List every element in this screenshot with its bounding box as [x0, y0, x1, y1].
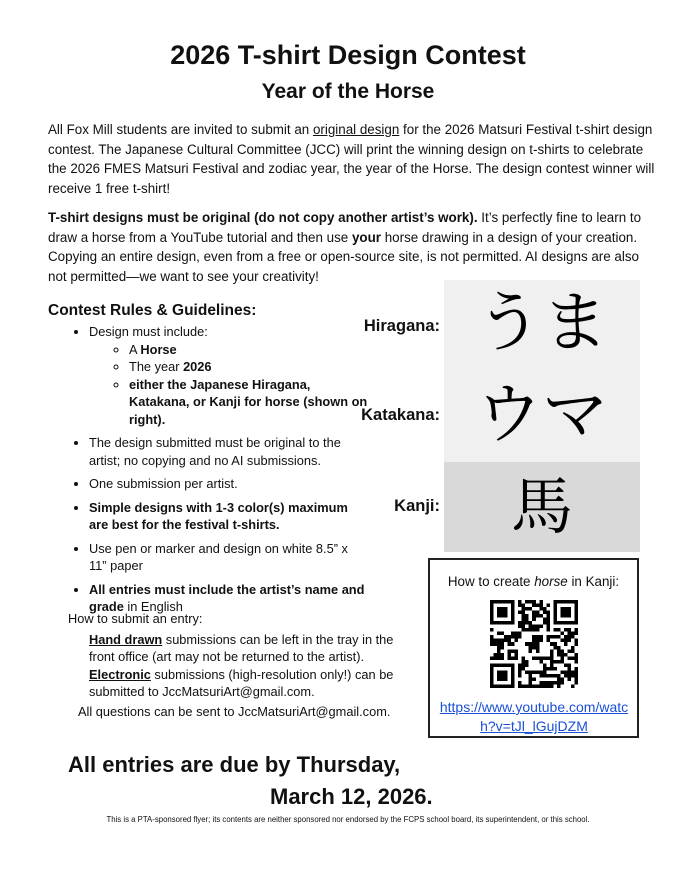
originality-bold: T-shirt designs must be original (do not copy another artist’s work).	[48, 210, 478, 225]
include-sublist	[89, 341, 368, 429]
kanji-glyph: 馬	[510, 470, 573, 543]
intro-paragraph	[48, 120, 658, 198]
sub-horse-bold: Horse	[140, 341, 177, 357]
sub-japanese-bold: either the Japanese Hiragana, Katakana, or Kanji for horse (shown on right).	[129, 376, 368, 427]
sub-year-prefix: The year	[129, 359, 184, 374]
questions-line: All questions can be sent to JccMatsuriArt@gmail.com.	[78, 704, 391, 719]
submit-elec-text: submissions (high-resolution only!) can be submitted to JccMatsuriArt@gmail.com.	[89, 666, 394, 699]
submit-heading: How to submit an entry:	[68, 611, 203, 626]
due-line-2: March 12, 2026.	[270, 784, 433, 809]
submit-hand-label: Hand drawn	[89, 631, 163, 647]
rule-simple-bold: Simple designs with 1-3 color(s) maximum are best for the festival t-shirts.	[89, 499, 348, 532]
intro-underline: original design	[312, 122, 400, 137]
originality-text-1: It’s perfectly fine to learn to draw a horse from a YouTube tutorial and then use	[48, 210, 642, 245]
page-subtitle: Year of the Horse	[261, 80, 435, 103]
originality-text-2: horse drawing in a design of your creation. Copying an entire design, even from a free or open-source site, is not permitted. AI designs are also not permitted—we want to see your creativity!	[48, 229, 639, 284]
kanji-label: Kanji:	[394, 497, 440, 515]
hiragana-label: Hiragana:	[363, 317, 440, 335]
submit-hand	[68, 631, 398, 666]
qr-caption	[430, 574, 637, 589]
disclaimer: This is a PTA-sponsored flyer; its contents are neither sponsored nor endorsed by the FCPS school board, its superintendent, or this school.	[106, 815, 590, 824]
rule-one: • One submission per artist.	[89, 475, 368, 493]
rules-heading: Contest Rules & Guidelines:	[48, 302, 257, 319]
originality-paragraph	[48, 208, 658, 286]
rule-include	[89, 323, 368, 428]
youtube-link[interactable]: https://www.youtube.com/watch?v=tJl_lGujDZM	[439, 699, 629, 734]
intro-text-1: All Fox Mill students are invited to submit an	[48, 122, 313, 137]
sub-horse-prefix: A	[129, 341, 141, 357]
submit-section	[68, 610, 398, 701]
rule-entries-bold: All entries must include the artist’s name and grade	[89, 581, 365, 614]
qr-caption-em: horse	[534, 574, 568, 589]
sub-horse	[129, 341, 368, 359]
originality-your: your	[351, 229, 381, 245]
rule-entries-rest: in English	[123, 599, 183, 614]
page-title: 2026 T-shirt Design Contest	[170, 40, 526, 70]
katakana-glyph: ウマ	[476, 376, 608, 453]
katakana-label: Katakana:	[361, 406, 440, 424]
qr-box	[428, 558, 639, 738]
sub-year	[129, 358, 368, 376]
qr-caption-suffix: in Kanji:	[567, 574, 620, 589]
rules-list	[48, 323, 368, 622]
submit-hand-text: submissions can be left in the tray in the front office (art may not be returned to the artist).	[89, 631, 394, 664]
intro-text-2: for the 2026 Matsuri Festival t-shirt design contest. The Japanese Cultural Committee (JCC) will print the winning design on t-shirts to celebrate the 2026 FMES Matsuri Festival and zodiac year, the year of the Horse. The design contest winner will receive 1 free t-shirt!	[48, 122, 655, 196]
sub-year-bold: 2026	[183, 359, 212, 374]
due-line-1: All entries are due by Thursday,	[68, 752, 401, 777]
hiragana-glyph: うま	[476, 284, 608, 361]
qr-code-icon[interactable]	[490, 600, 578, 688]
submit-electronic	[68, 666, 398, 701]
rule-include-text: Design must include:	[89, 324, 208, 339]
submit-elec-label: Electronic	[89, 666, 151, 682]
rule-simple	[89, 499, 368, 534]
rule-pen: • Use pen or marker and design on white 8.5” x 11” paper	[89, 540, 368, 575]
rule-original: • The design submitted must be original to the artist; no copying and no AI submissions.	[89, 434, 368, 469]
sub-japanese	[129, 376, 368, 429]
qr-caption-prefix: How to create	[447, 574, 535, 589]
